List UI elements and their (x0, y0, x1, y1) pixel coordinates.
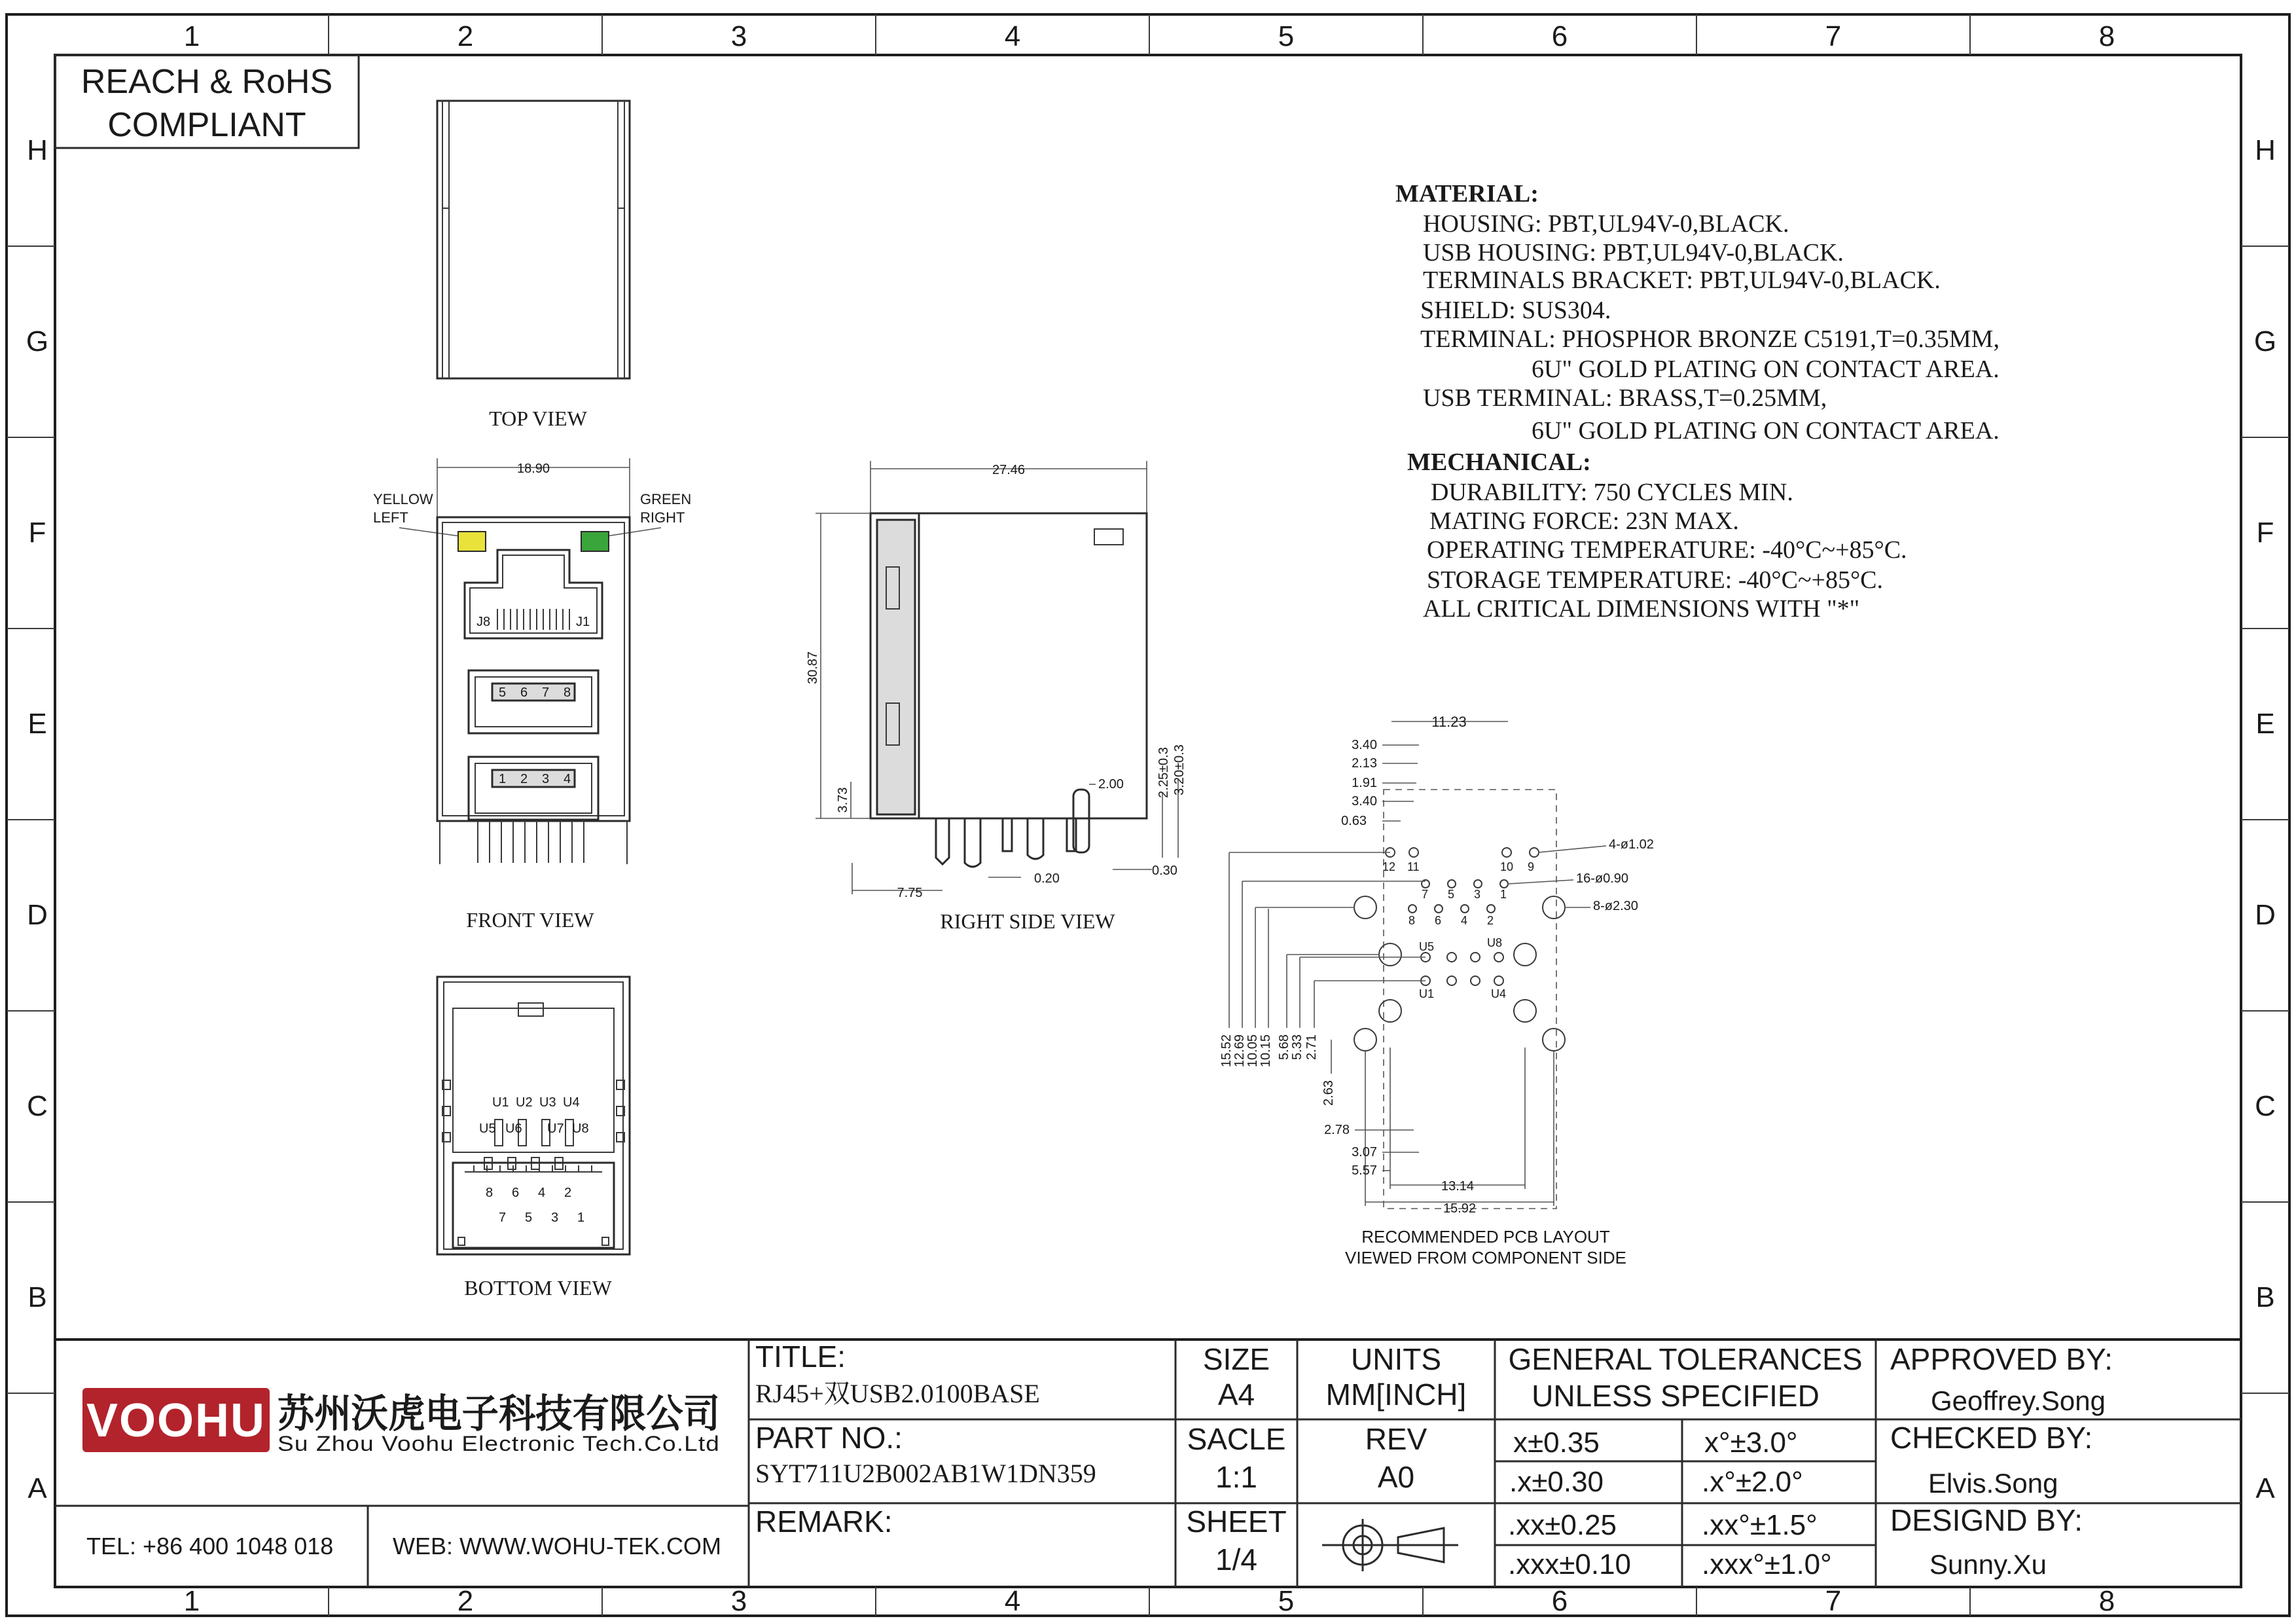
pcb-pin-label: 11 (1407, 860, 1420, 873)
mechanical-line: STORAGE TEMPERATURE: -40°C~+85°C. (1427, 566, 1883, 594)
grid-row-label: D (2255, 899, 2276, 931)
grid-col-label: 6 (1551, 20, 1568, 52)
grid-row-label: H (2255, 134, 2276, 166)
view-label: VIEWED FROM COMPONENT SIDE (1345, 1248, 1626, 1267)
title-label: TITLE: (755, 1340, 846, 1374)
pcb-pin-label: 10 (1500, 860, 1514, 873)
pcb-pin-label: 3 (1474, 888, 1481, 901)
usb-pin-label: 3 (542, 772, 550, 786)
designed-label: DESIGND BY: (1890, 1503, 2083, 1537)
usb-pin-label: 4 (564, 772, 571, 786)
pin-label: 2 (564, 1186, 572, 1200)
dimension-label: 18.90 (516, 462, 550, 476)
company-tel: TEL: +86 400 1048 018 (86, 1533, 334, 1559)
led-green (581, 532, 609, 551)
notes-heading: MATERIAL: (1395, 180, 1539, 208)
grid-col-label: 3 (730, 20, 747, 52)
dimension-label: 3.20±0.3 (1172, 744, 1187, 795)
dimension-label: 2.71 (1304, 1034, 1319, 1060)
led-label: LEFT (373, 509, 408, 526)
specification-notes (1395, 180, 2000, 623)
grid-row-label: F (2256, 517, 2274, 549)
dimension-label: 2.13 (1352, 756, 1377, 771)
tolerance-value: .x±0.30 (1509, 1466, 1604, 1498)
u-label: U2 (516, 1095, 533, 1110)
pcb-u-label: U1 (1419, 987, 1435, 1000)
rev-value: A0 (1377, 1460, 1415, 1494)
grid-row-label: A (27, 1472, 47, 1504)
size-label: SIZE (1202, 1342, 1270, 1376)
dimension-label: 5.68 (1277, 1034, 1291, 1060)
tolerance-value: .xx°±1.5° (1702, 1509, 1818, 1541)
mechanical-line: MATING FORCE: 23N MAX. (1429, 507, 1739, 535)
grid-row-label: F (28, 517, 46, 549)
pcb-u-label: U8 (1487, 936, 1503, 949)
dimension-label: 13.14 (1441, 1179, 1475, 1194)
usb-pin-label: 5 (499, 685, 507, 700)
pcb-pin-label: 4 (1461, 914, 1468, 927)
pcb-pin-label: 6 (1435, 914, 1442, 927)
grid-col-label: 3 (730, 1585, 747, 1617)
dimension-label: 2.00 (1098, 777, 1124, 792)
grid-row-label: G (2253, 325, 2277, 357)
dimension-label: 3.40 (1352, 794, 1377, 809)
designed-value: Sunny.Xu (1929, 1549, 2047, 1580)
grid-row-label: E (2255, 708, 2275, 740)
rev-label: REV (1365, 1422, 1427, 1456)
compliance-line: REACH & RoHS (81, 63, 333, 101)
part-number-label: PART NO.: (755, 1421, 903, 1455)
grid-row-label: G (26, 325, 49, 357)
size-value: A4 (1217, 1377, 1255, 1412)
material-line: USB HOUSING: PBT,UL94V-0,BLACK. (1423, 239, 1844, 266)
hole-label: 4-ø1.02 (1609, 837, 1654, 852)
tolerance-value: .xx±0.25 (1508, 1509, 1617, 1541)
pcb-u-label: U5 (1419, 940, 1435, 953)
view-label: BOTTOM VIEW (464, 1276, 612, 1300)
pcb-layout (1219, 714, 1654, 1267)
checked-label: CHECKED BY: (1890, 1421, 2093, 1455)
tolerance-value: .x°±2.0° (1702, 1466, 1803, 1498)
dimension-label: 30.87 (806, 651, 820, 685)
grid-row-label: C (27, 1090, 48, 1122)
dimension-label: 10.15 (1259, 1034, 1273, 1068)
tolerance-value: .xxx±0.10 (1508, 1548, 1632, 1580)
grid-col-label: 4 (1004, 1585, 1021, 1617)
hole-label: 16-ø0.90 (1576, 871, 1629, 886)
dimension-label: 3.07 (1352, 1145, 1377, 1159)
front-view (373, 458, 691, 932)
right-side-view (806, 461, 1187, 933)
dimension-label: 2.25±0.3 (1157, 747, 1171, 798)
pin-label: 4 (538, 1186, 546, 1200)
dimension-label: 2.63 (1321, 1080, 1336, 1106)
scale-label: SACLE (1187, 1422, 1286, 1456)
pcb-pin-label: 9 (1528, 860, 1535, 873)
dimension-label: 15.52 (1219, 1034, 1234, 1068)
compliance-line: COMPLIANT (107, 106, 306, 144)
pin-label: 6 (512, 1186, 520, 1200)
material-line: 6U" GOLD PLATING ON CONTACT AREA. (1532, 356, 2000, 383)
grid-col-label: 8 (2098, 20, 2115, 52)
u-label: U8 (572, 1122, 589, 1136)
notes-heading: MECHANICAL: (1407, 448, 1591, 476)
pcb-pin-label: 12 (1382, 860, 1396, 873)
company-web: WEB: WWW.WOHU-TEK.COM (393, 1533, 721, 1559)
dimension-label: 2.78 (1324, 1123, 1350, 1137)
grid-col-label: 6 (1551, 1585, 1568, 1617)
bottom-view (437, 977, 630, 1300)
top-view (437, 101, 630, 430)
dimension-label: 0.30 (1152, 864, 1177, 878)
pcb-pin-label: 8 (1408, 914, 1416, 927)
grid-row-label: C (2255, 1090, 2276, 1122)
material-line: 6U" GOLD PLATING ON CONTACT AREA. (1532, 417, 2000, 445)
led-label: GREEN (640, 491, 692, 507)
scale-value: 1:1 (1215, 1460, 1257, 1494)
led-label: RIGHT (640, 509, 685, 526)
usb-pin-label: 2 (520, 772, 528, 786)
material-line: SHIELD: SUS304. (1420, 297, 1611, 324)
pcb-pin-label: 7 (1422, 888, 1429, 901)
led-label: YELLOW (373, 491, 433, 507)
dimension-label: 1.91 (1352, 776, 1377, 790)
mechanical-line: ALL CRITICAL DIMENSIONS WITH "*" (1423, 595, 1860, 623)
sheet-label: SHEET (1186, 1504, 1287, 1539)
pcb-pin-label: 5 (1448, 888, 1455, 901)
dimension-label: 15.92 (1443, 1201, 1477, 1216)
part-number-value: SYT711U2B002AB1W1DN359 (755, 1459, 1096, 1488)
company-name-en: Su Zhou Voohu Electronic Tech.Co.Ltd (278, 1432, 720, 1455)
u-label: U7 (547, 1122, 564, 1136)
u-label: U6 (505, 1122, 522, 1136)
sheet-value: 1/4 (1215, 1542, 1257, 1577)
pin-label: 3 (551, 1211, 559, 1225)
dimension-label: 10.05 (1246, 1034, 1260, 1068)
title-block (55, 1340, 2241, 1587)
grid-row-label: B (27, 1281, 47, 1313)
u-label: U1 (492, 1095, 509, 1110)
grid-row-label: A (2255, 1472, 2275, 1504)
grid-col-label: 2 (457, 20, 474, 52)
pin-label: J1 (576, 615, 590, 629)
u-label: U5 (479, 1122, 496, 1136)
usb-pin-label: 7 (542, 685, 550, 700)
tolerance-heading: UNLESS SPECIFIED (1532, 1379, 1820, 1413)
view-label: RECOMMENDED PCB LAYOUT (1361, 1227, 1610, 1247)
tolerance-heading: GENERAL TOLERANCES (1508, 1342, 1863, 1376)
grid-col-label: 7 (1825, 20, 1842, 52)
pcb-pin-label: 2 (1487, 914, 1494, 927)
title-value: RJ45+双USB2.0100BASE (755, 1379, 1040, 1408)
hole-label: 8-ø2.30 (1593, 899, 1638, 913)
material-line: TERMINALS BRACKET: PBT,UL94V-0,BLACK. (1423, 266, 1941, 294)
remark-label: REMARK: (755, 1504, 893, 1539)
grid-col-label: 4 (1004, 20, 1021, 52)
grid-row-label: E (27, 708, 47, 740)
dimension-label: 3.40 (1352, 738, 1377, 752)
dimension-label: 12.69 (1232, 1034, 1247, 1068)
pin-label: 8 (486, 1186, 493, 1200)
usb-pin-label: 6 (520, 685, 528, 700)
led-yellow (458, 532, 486, 551)
checked-value: Elvis.Song (1928, 1468, 2058, 1499)
dimension-label: 0.20 (1034, 871, 1060, 886)
dimension-label: 11.23 (1431, 714, 1467, 730)
approved-value: Geoffrey.Song (1931, 1385, 2106, 1416)
approved-label: APPROVED BY: (1890, 1342, 2113, 1376)
company-name-cn: 苏州沃虎电子科技有限公司 (278, 1392, 720, 1436)
drawing-frame (7, 14, 2289, 1617)
mechanical-line: DURABILITY: 750 CYCLES MIN. (1431, 479, 1793, 506)
view-label: RIGHT SIDE VIEW (940, 909, 1115, 933)
u-label: U4 (563, 1095, 580, 1110)
dimension-label: 5.57 (1352, 1163, 1377, 1178)
dimension-label: 5.33 (1290, 1034, 1304, 1060)
projection-symbol-icon (1322, 1519, 1458, 1571)
grid-col-label: 5 (1278, 1585, 1295, 1617)
logo-text: VOOHU (86, 1395, 266, 1447)
grid-col-label: 8 (2098, 1585, 2115, 1617)
grid-col-label: 7 (1825, 1585, 1842, 1617)
grid-col-label: 5 (1278, 20, 1295, 52)
grid-row-label: B (2255, 1281, 2275, 1313)
tolerance-value: .xxx°±1.0° (1702, 1548, 1832, 1580)
pin-label: 1 (577, 1211, 585, 1225)
usb-pin-label: 1 (499, 772, 507, 786)
pin-label: 5 (525, 1211, 533, 1225)
compliance-box (55, 55, 359, 148)
pin-label: 7 (499, 1211, 507, 1225)
dimension-label: 27.46 (992, 463, 1026, 477)
tolerance-value: x±0.35 (1513, 1427, 1600, 1459)
grid-row-label: D (27, 899, 48, 931)
grid-col-label: 1 (183, 1585, 200, 1617)
grid-col-label: 2 (457, 1585, 474, 1617)
pcb-pin-label: 1 (1500, 888, 1507, 901)
u-label: U3 (539, 1095, 556, 1110)
pcb-u-label: U4 (1491, 987, 1507, 1000)
usb-pin-label: 8 (564, 685, 571, 700)
view-label: TOP VIEW (489, 407, 587, 430)
dimension-label: 0.63 (1341, 814, 1367, 828)
material-line: HOUSING: PBT,UL94V-0,BLACK. (1423, 210, 1789, 238)
units-label: UNITS (1351, 1342, 1441, 1376)
dimension-label: 7.75 (897, 886, 923, 900)
mechanical-line: OPERATING TEMPERATURE: -40°C~+85°C. (1427, 536, 1907, 564)
material-line: TERMINAL: PHOSPHOR BRONZE C5191,T=0.35MM, (1420, 325, 2000, 353)
view-label: FRONT VIEW (466, 908, 594, 932)
material-line: USB TERMINAL: BRASS,T=0.25MM, (1423, 384, 1827, 412)
tolerance-value: x°±3.0° (1704, 1427, 1798, 1459)
dimension-label: 3.73 (836, 787, 850, 813)
units-value: MM[INCH] (1325, 1377, 1467, 1412)
grid-col-label: 1 (183, 20, 200, 52)
pin-label: J8 (476, 615, 491, 629)
grid-row-label: H (27, 134, 48, 166)
